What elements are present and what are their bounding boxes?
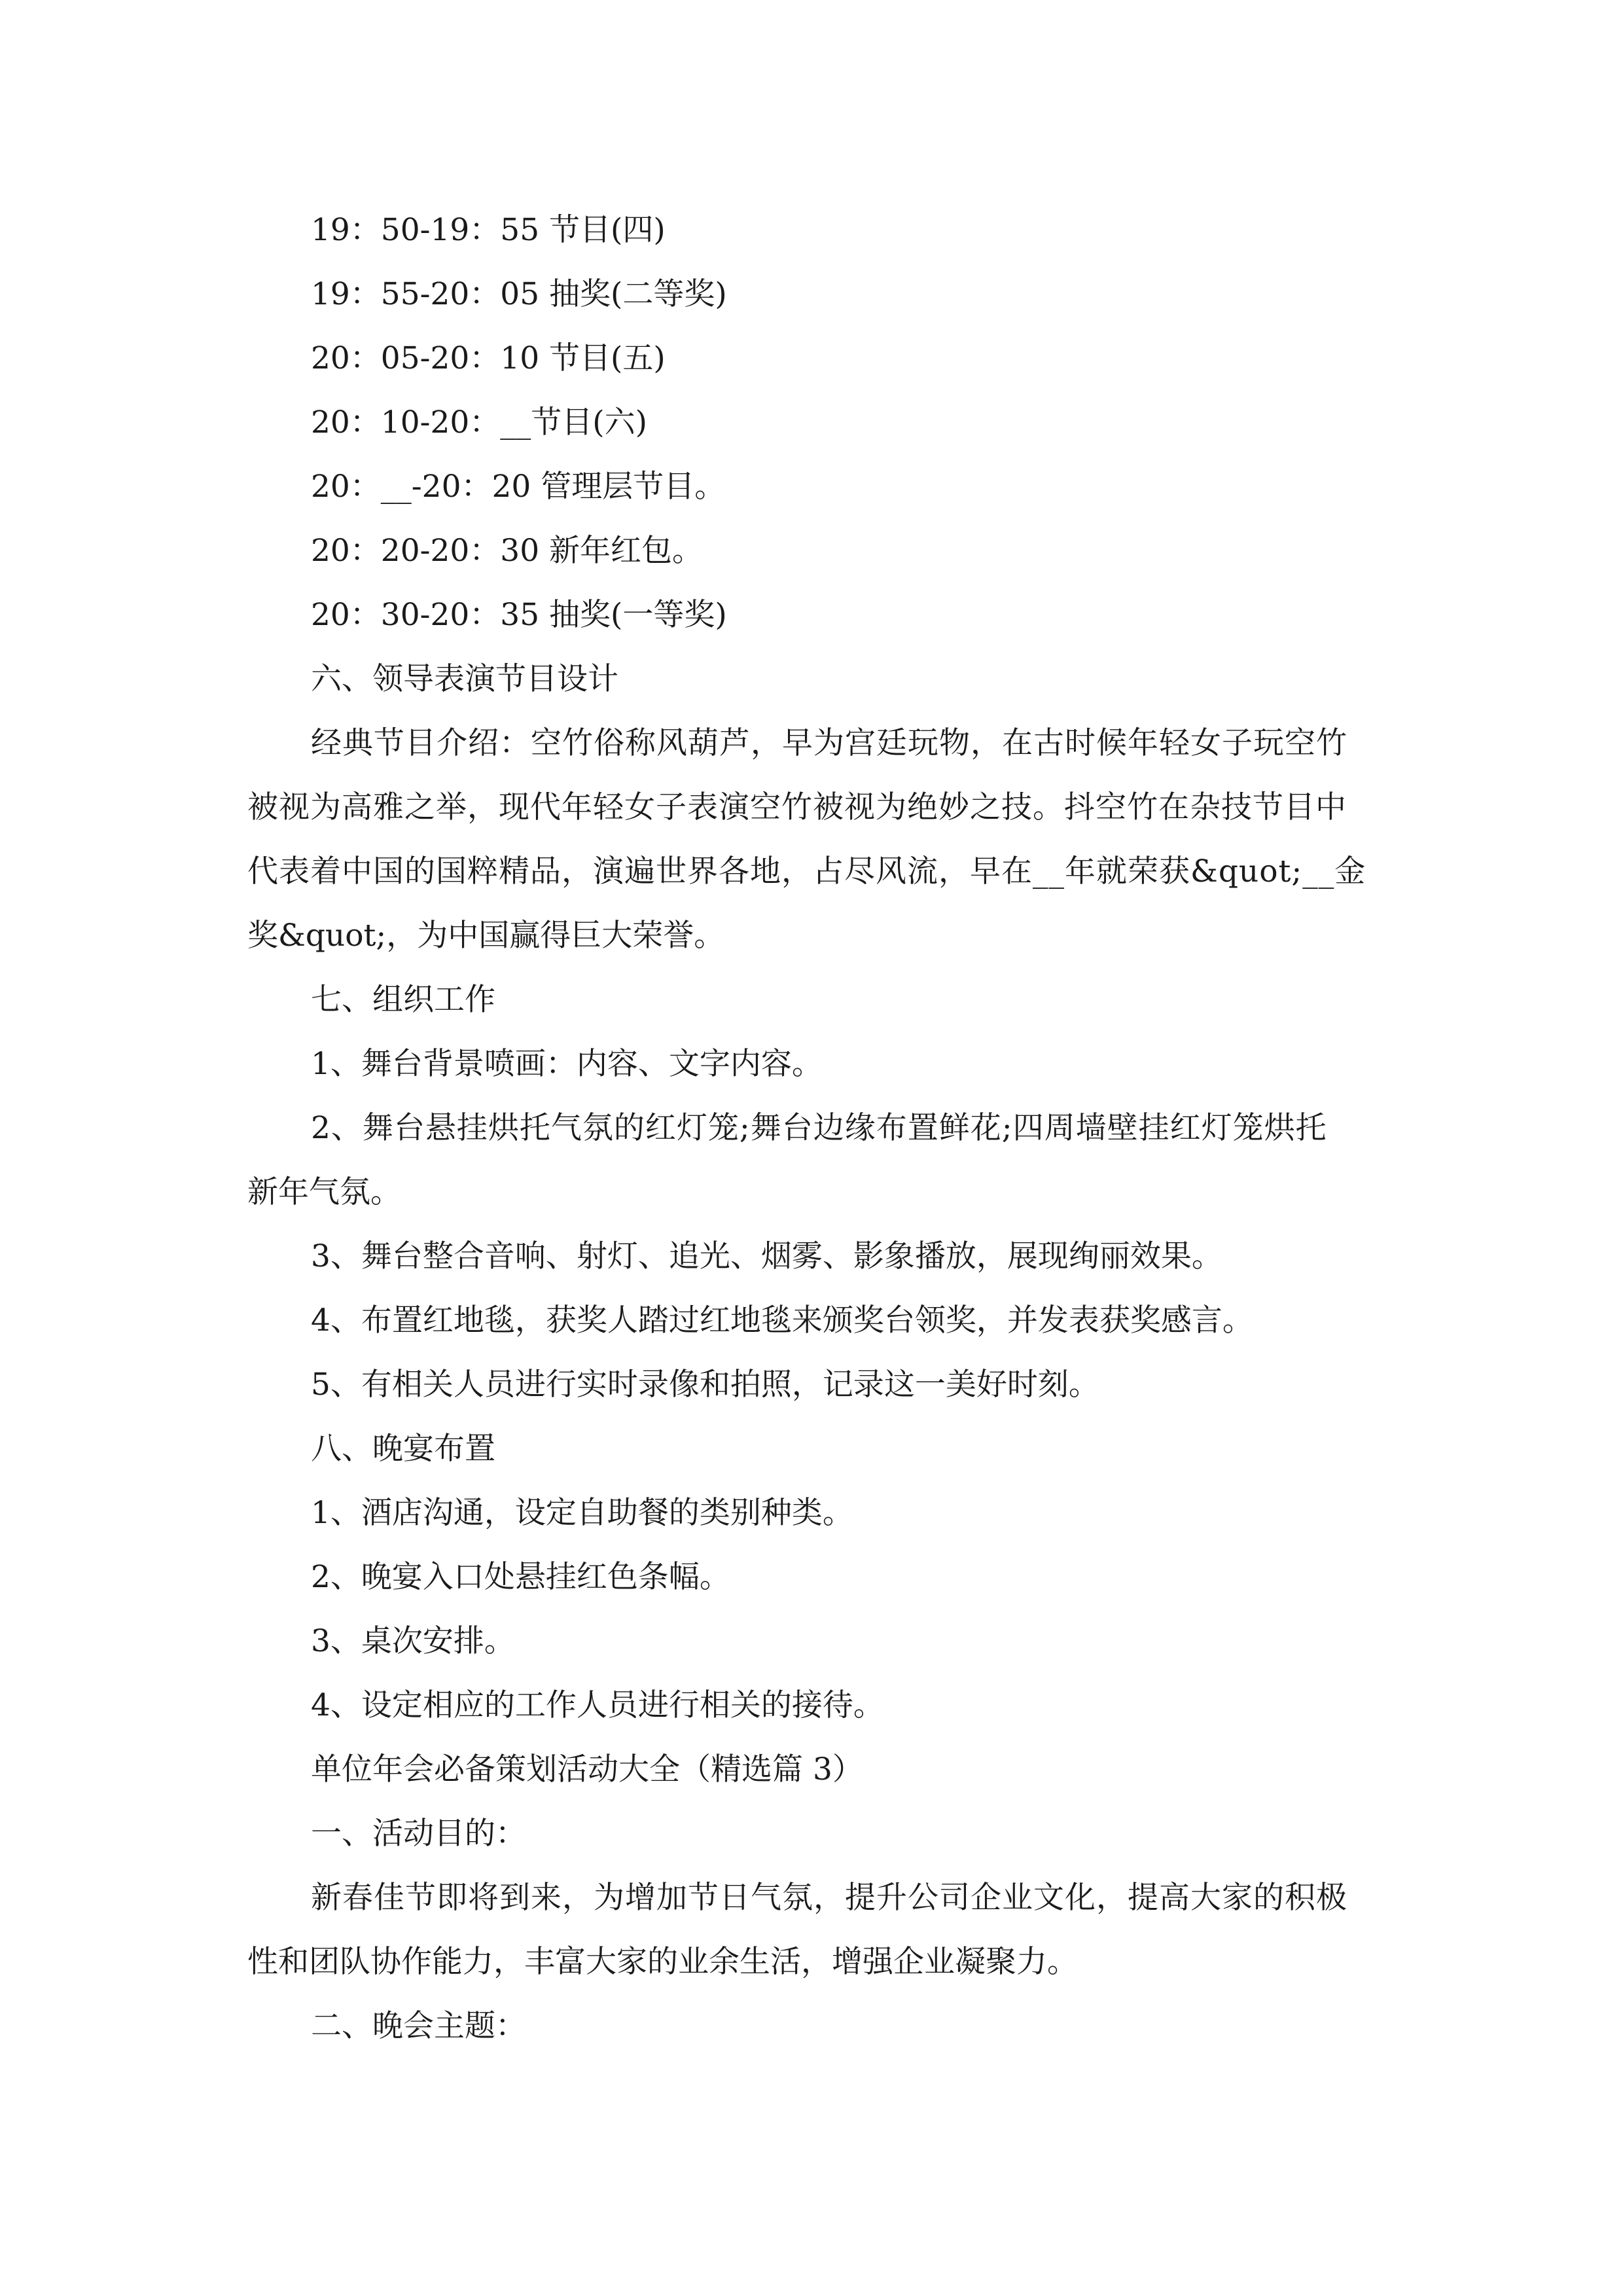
schedule-line: 20：10-20：__节目(六): [311, 404, 647, 440]
schedule-line: 20：20-20：30 新年红包。: [311, 533, 704, 569]
paragraph-line: 奖&quot;，为中国赢得巨大荣誉。: [247, 918, 725, 954]
section-heading: 八、晚宴布置: [311, 1431, 495, 1467]
list-item: 1、舞台背景喷画：内容、文字内容。: [311, 1046, 823, 1082]
section-heading: 二、晚会主题：: [311, 2008, 526, 2044]
paragraph-line: 代表着中国的国粹精品，演遍世界各地，占尽风流，早在__年就荣获&quot;__金: [247, 853, 1366, 889]
list-item: 2、舞台悬挂烘托气氛的红灯笼;舞台边缘布置鲜花;四周墙壁挂红灯笼烘托: [311, 1110, 1327, 1146]
schedule-line: 20：30-20：35 抽奖(一等奖): [311, 597, 727, 633]
list-item: 3、桌次安排。: [311, 1623, 515, 1659]
list-item-continuation: 新年气氛。: [247, 1174, 401, 1210]
section-heading: 一、活动目的：: [311, 1816, 526, 1852]
schedule-line: 19：50-19：55 节目(四): [311, 212, 666, 248]
paragraph-line: 性和团队协作能力，丰富大家的业余生活，增强企业凝聚力。: [247, 1944, 1078, 1980]
section-heading: 六、领导表演节目设计: [311, 661, 618, 697]
list-item: 5、有相关人员进行实时录像和拍照，记录这一美好时刻。: [311, 1367, 1099, 1403]
list-item: 1、酒店沟通，设定自助餐的类别种类。: [311, 1495, 853, 1531]
list-item: 4、布置红地毯，获奖人踏过红地毯来颁奖台领奖，并发表获奖感言。: [311, 1302, 1253, 1338]
list-item: 4、设定相应的工作人员进行相关的接待。: [311, 1687, 884, 1723]
paragraph-line: 新春佳节即将到来，为增加节日气氛，提升公司企业文化，提高大家的积极: [311, 1880, 1347, 1916]
section-heading: 七、组织工作: [311, 982, 495, 1018]
article-title: 单位年会必备策划活动大全（精选篇 3）: [311, 1751, 863, 1787]
schedule-line: 20：05-20：10 节目(五): [311, 340, 666, 376]
schedule-line: 20：__-20：20 管理层节目。: [311, 469, 726, 505]
schedule-line: 19：55-20：05 抽奖(二等奖): [311, 276, 727, 312]
paragraph-line: 被视为高雅之举，现代年轻女子表演空竹被视为绝妙之技。抖空竹在杂技节目中: [247, 789, 1347, 825]
list-item: 3、舞台整合音响、射灯、追光、烟雾、影象播放，展现绚丽效果。: [311, 1238, 1222, 1274]
paragraph-line: 经典节目介绍：空竹俗称风葫芦，早为宫廷玩物，在古时候年轻女子玩空竹: [311, 725, 1347, 761]
list-item: 2、晚宴入口处悬挂红色条幅。: [311, 1559, 730, 1595]
